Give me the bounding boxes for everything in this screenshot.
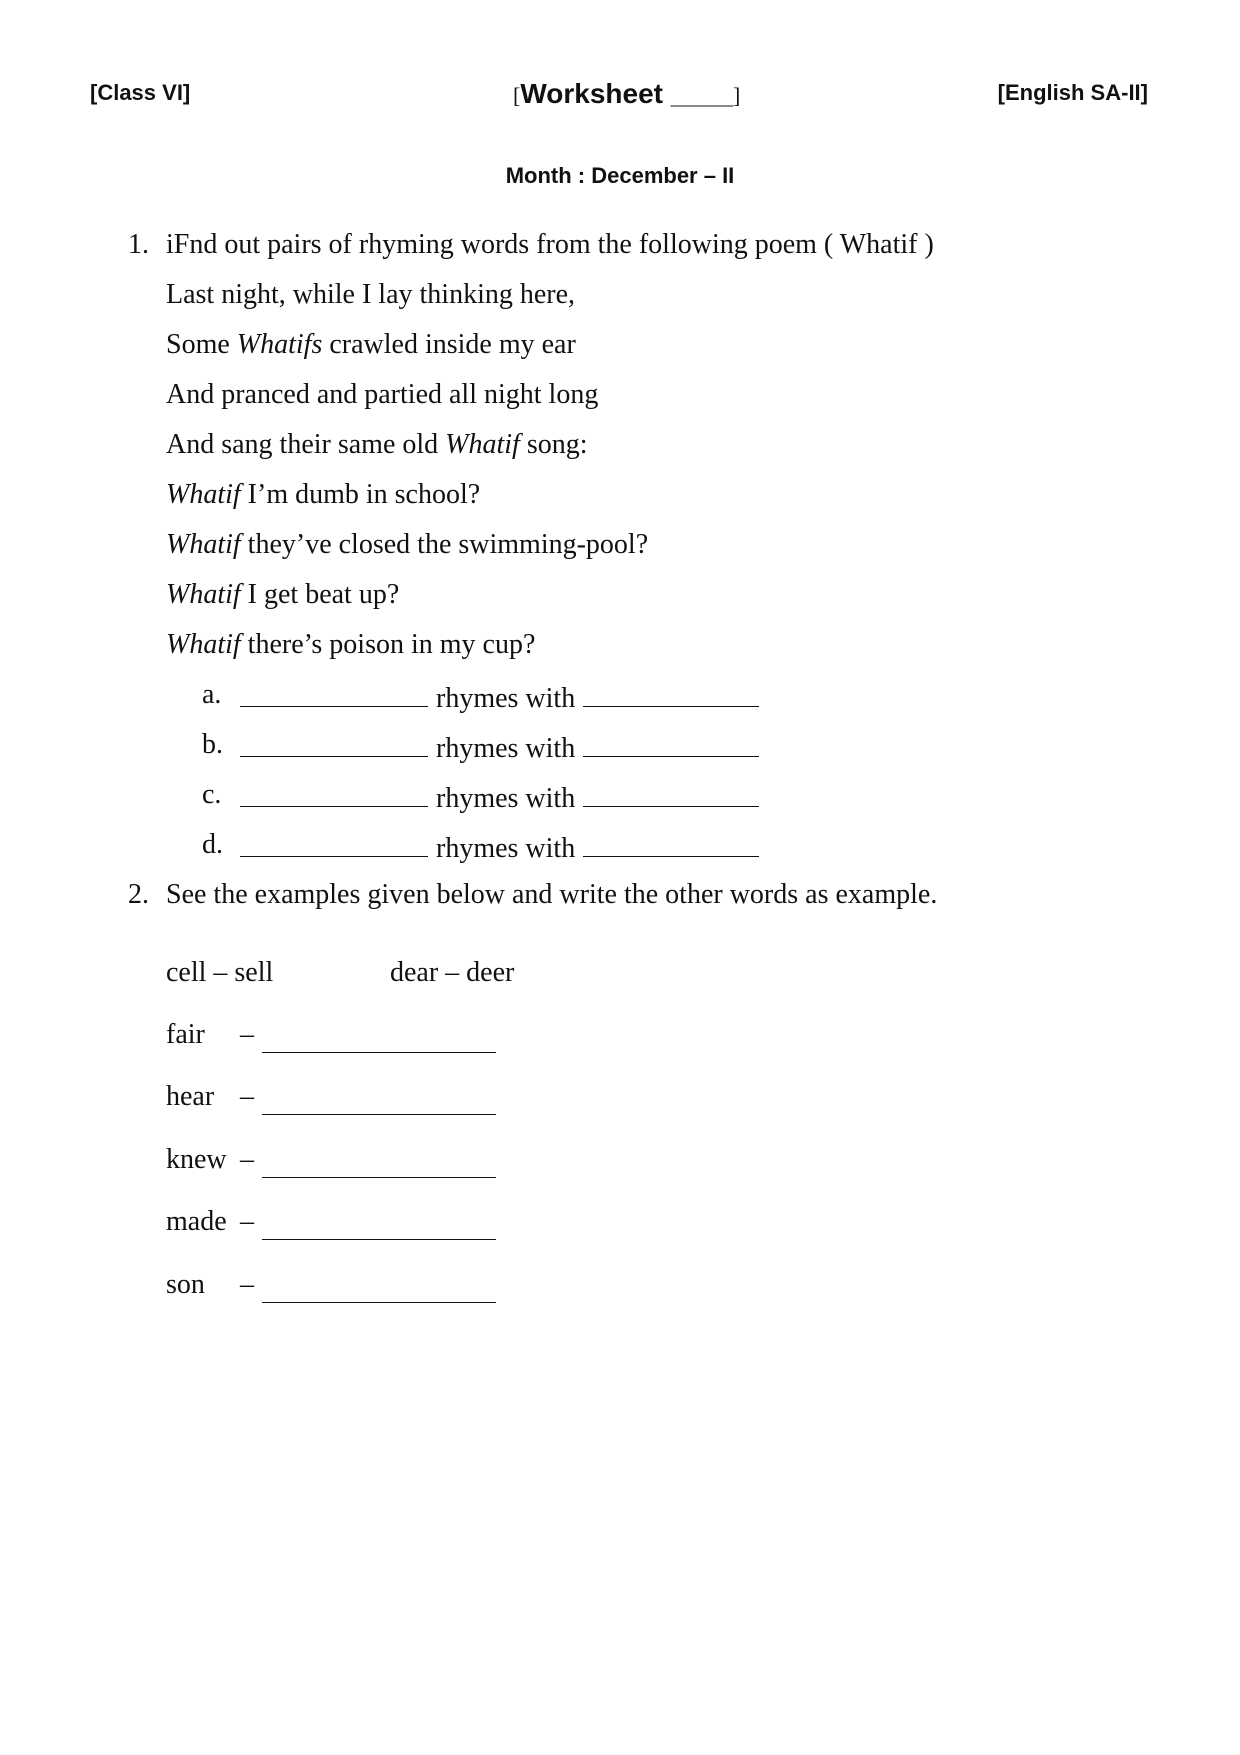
word-made-blank[interactable] <box>262 1209 496 1240</box>
poem-line-6-end: they’ve closed the swimming-pool? <box>240 529 649 560</box>
option-b-text: rhymes with <box>436 733 576 764</box>
option-c-text: rhymes with <box>436 783 576 814</box>
option-a-blank-1[interactable] <box>240 678 428 707</box>
option-d-letter: d. <box>202 829 223 860</box>
title-open-bracket: [ <box>513 83 521 108</box>
poem-line-6 <box>166 528 648 562</box>
option-a-blank-2[interactable] <box>583 678 759 707</box>
poem-line-8 <box>166 628 535 662</box>
poem-line-5-end: I’m dumb in school? <box>240 479 481 510</box>
poem-line-4-start: And sang their same old <box>166 429 446 460</box>
poem-line-2 <box>166 328 576 362</box>
word-son-blank[interactable] <box>262 1272 496 1303</box>
word-son: son <box>166 1269 205 1300</box>
word-hear-blank[interactable] <box>262 1084 496 1115</box>
option-b-blank-2[interactable] <box>583 728 759 757</box>
word-made-dash: – <box>240 1206 254 1237</box>
example-2: dear – deer <box>390 957 515 988</box>
poem-line-2-end: crawled inside my ear <box>322 329 576 360</box>
q2-prompt: See the examples given below and write the other words as example. <box>166 879 938 910</box>
option-b-row <box>240 728 759 766</box>
word-hear-dash: – <box>240 1081 254 1112</box>
poem-line-7-italic: Whatif <box>166 579 241 610</box>
option-a-text: rhymes with <box>436 683 576 714</box>
poem-line-6-italic: Whatif <box>166 529 241 560</box>
class-label: [Class VI] <box>90 80 191 105</box>
title-close-bracket: ] <box>733 83 741 108</box>
word-knew-blank[interactable] <box>262 1147 496 1178</box>
option-d-blank-1[interactable] <box>240 828 428 857</box>
word-knew-dash: – <box>240 1144 254 1175</box>
option-d-row <box>240 828 759 866</box>
poem-line-8-italic: Whatif <box>166 629 241 660</box>
option-c-row <box>240 778 759 816</box>
poem-line-4 <box>166 428 588 462</box>
worksheet-header <box>0 78 1240 118</box>
poem-line-8-end: there’s poison in my cup? <box>240 629 536 660</box>
word-made: made <box>166 1206 227 1237</box>
poem-line-4-end: song: <box>519 429 588 460</box>
worksheet-title-text: Worksheet ____ <box>520 78 734 109</box>
poem-line-2-italic: Whatifs <box>236 329 323 360</box>
option-c-letter: c. <box>202 779 222 810</box>
option-c-blank-2[interactable] <box>583 778 759 807</box>
option-a-row <box>240 678 759 716</box>
poem-line-3: And pranced and partied all night long <box>166 379 599 410</box>
word-knew: knew <box>166 1144 227 1175</box>
poem-line-5-italic: Whatif <box>166 479 241 510</box>
q1-prompt: iFnd out pairs of rhyming words from the following poem ( Whatif ) <box>166 229 934 260</box>
word-fair-dash: – <box>240 1019 254 1050</box>
poem-line-1: Last night, while I lay thinking here, <box>166 279 576 310</box>
month-heading: Month : December – II <box>505 163 735 188</box>
poem-line-7-end: I get beat up? <box>240 579 400 610</box>
poem-line-4-italic: Whatif <box>445 429 520 460</box>
option-b-blank-1[interactable] <box>240 728 428 757</box>
option-b-letter: b. <box>202 729 223 760</box>
subject-label: [English SA-II] <box>997 80 1148 105</box>
word-hear: hear <box>166 1081 215 1112</box>
q1-number: 1. <box>128 229 149 260</box>
example-1: cell – sell <box>166 957 274 988</box>
option-d-blank-2[interactable] <box>583 828 759 857</box>
word-fair-blank[interactable] <box>262 1022 496 1053</box>
option-c-blank-1[interactable] <box>240 778 428 807</box>
option-a-letter: a. <box>202 679 222 710</box>
worksheet-title <box>513 78 740 110</box>
poem-line-7 <box>166 578 399 612</box>
poem-line-5 <box>166 478 480 512</box>
option-d-text: rhymes with <box>436 833 576 864</box>
word-son-dash: – <box>240 1269 254 1300</box>
poem-line-2-start: Some <box>166 329 237 360</box>
q2-number: 2. <box>128 879 149 910</box>
word-fair: fair <box>166 1019 205 1050</box>
